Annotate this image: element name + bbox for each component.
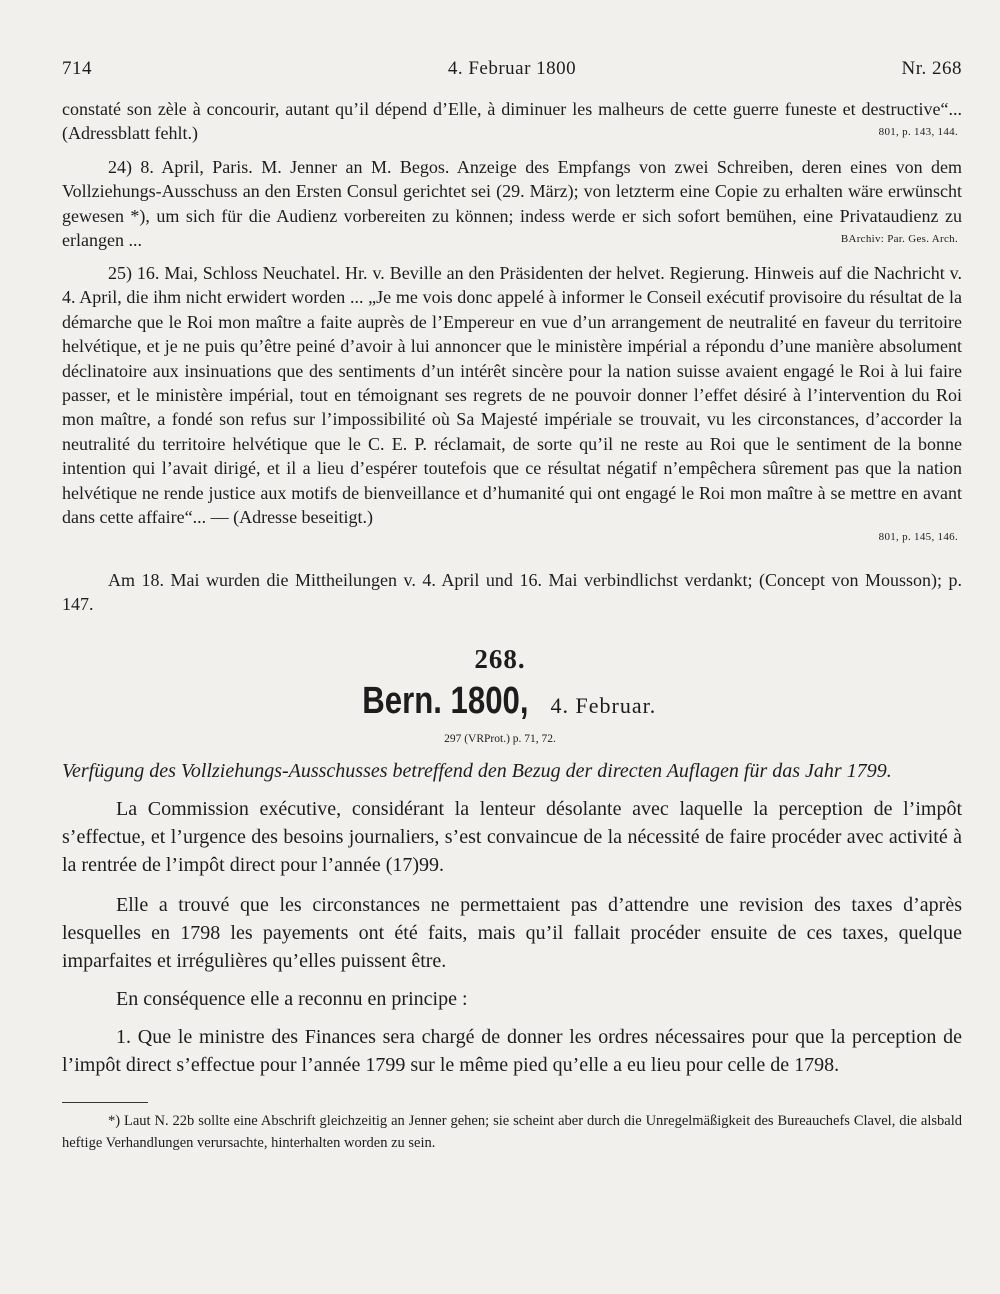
document-heading: [0, 680, 1000, 723]
document-paragraph: La Commission exécutive, considérant la lenteur désolante avec laquelle la perception de l’impôt s’effectue, et l’urgence des besoins journaliers, s’est convaincue de la nécessité de faire procéder avec activité à la rentrée de l’impôt direct pour l’année (17)99.: [62, 798, 962, 876]
paragraph-acknowledgement: Am 18. Mai wurden die Mittheilungen v. 4. April und 16. Mai verbindlichst verdankt; (Concept von Mousson); p. 147.: [62, 570, 962, 615]
entry-24: [62, 155, 962, 251]
paragraph-entry-24: 24) 8. April, Paris. M. Jenner an M. Begos. Anzeige des Empfangs von zwei Schreiben, deren eines von dem Vollziehungs-Ausschuss an den Ersten Consul gerichtet sei (29. März); von letzterm eine Copie zu erhalten wäre erwünscht gewesen *), um sich für die Audienz vorbereiten zu können; indess werde er sich sofort bemühen, eine Privataudienz zu erlangen ...: [62, 157, 962, 251]
document-body: [62, 758, 962, 1079]
entry-25: [62, 261, 962, 545]
archive-reference: 801, p. 145, 146.: [878, 531, 958, 544]
footnote: *) Laut N. 22b sollte eine Abschrift gleichzeitig an Jenner gehen; sie scheint aber durch die Unregelmäßigkeit des Bureauchefs Clavel, die alsbald heftige Verhandlungen verursachte, hinterhalten worden zu sein.: [62, 1113, 962, 1151]
document-number: 268.: [474, 644, 526, 674]
document-paragraph: En conséquence elle a reconnu en principe :: [116, 988, 468, 1010]
footnote-section: [62, 1110, 962, 1154]
header-date: 4. Februar 1800: [447, 58, 577, 79]
document-place-year: Bern. 1800,: [362, 680, 529, 722]
page-number: 714: [62, 58, 92, 79]
document-source: 297 (VRProt.) p. 71, 72.: [444, 733, 556, 745]
document-subject: Verfügung des Vollziehungs-Ausschusses betreffend den Bezug der directen Auflagen für das Jahr 1799.: [62, 760, 892, 782]
document-paragraph: 1. Que le ministre des Finances sera chargé de donner les ordres nécessaires pour que la perception de l’impôt direct s’effectue pour l’année 1799 sur le même pied qu’elle a eu lieu pour celle de 1798.: [62, 1026, 962, 1076]
archive-reference: 801, p. 143, 144.: [878, 125, 958, 138]
footnote-divider: [62, 1102, 148, 1103]
paragraph-entry-25: 25) 16. Mai, Schloss Neuchatel. Hr. v. Beville an den Präsidenten der helvet. Regierung. Hinweis auf die Nachricht v. 4. April, die ihm nicht erwidert worden ... „Je me vois donc appelé à informer le Conseil exécutif provisoire du résultat de la démarche que le Roi mon maître a faite auprès de l’Empereur en vue d’un arrangement de neutralité en faveur du territoire helvétique, et je ne puis qu’être peiné d’avoir à lui annoncer que le ministère impérial a répondu d’une manière absolument déclinatoire aux insinuations que des sentiments d’un intérêt sincère pour la nation suisse avaient engagé le Roi à lui faire passer, et le ministère impérial, tout en témoignant ses regrets de ne pouvoir donner l’effet désiré à l’intervention du Roi mon maître, a fondé son refus sur l’impossibilité où Sa Majesté impériale se trouvait, vu les circonstances, d’accorder la neutralité du territoire helvétique que le C. E. P. réclamait, de sorte qu’il ne reste au Roi que le sentiment de la bonne intention qui l’avait dirigé, et il a lieu d’espérer toutefois que ce résultat négatif n’empêchera sûrement pas que la nation helvétique ne rende justice aux motifs de bienveillance et d’humanité qui ont engagé le Roi mon maître à se mettre en avant dans cette affaire“... — (Adresse beseitigt.): [62, 263, 962, 528]
archive-reference: BArchiv: Par. Ges. Arch.: [840, 232, 958, 245]
entry-note: [62, 568, 962, 617]
document-date: 4. Februar.: [550, 693, 657, 718]
running-header: [62, 58, 962, 84]
paragraph-continuation: constaté son zèle à concourir, autant qu’il dépend d’Elle, à diminuer les malheurs de cette guerre funeste et destructive“... (Adressblatt fehlt.): [62, 99, 962, 144]
upper-section: [62, 97, 962, 144]
header-doc-number: Nr. 268: [901, 58, 962, 79]
document-paragraph: Elle a trouvé que les circonstances ne permettaient pas d’attendre une revision des taxes d’après lesquelles en 1798 les payements ont été faits, mais qu’il fallait procéder ensuite de ces taxes, quelque imparfaites et irrégulières qu’elles puissent être.: [62, 894, 962, 972]
